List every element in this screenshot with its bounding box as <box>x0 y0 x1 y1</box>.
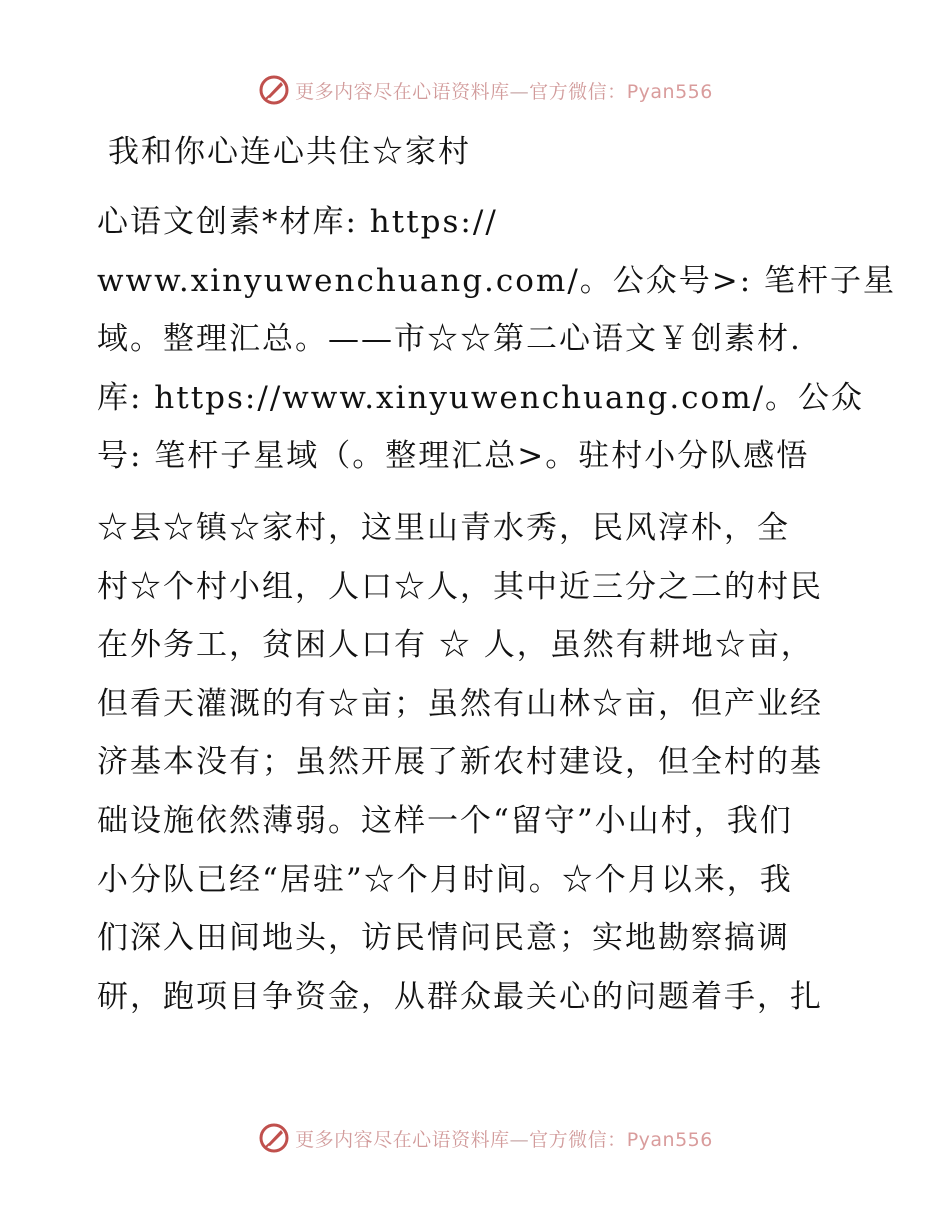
watermark-wechat-label: 官方微信： <box>529 1128 627 1151</box>
watermark-text <box>295 77 713 104</box>
header-watermark <box>0 70 950 110</box>
body-line: ☆县☆镇☆家村，这里山青水秀，民风淳朴，全 <box>97 510 790 546</box>
intro-paragraph <box>97 193 897 486</box>
intro-line: 域。整理汇总。——市☆☆第二心语文￥创素材. <box>97 321 802 358</box>
watermark-group <box>257 1121 713 1155</box>
watermark-site-name: 更多内容尽在心语资料库 <box>295 1128 510 1151</box>
watermark-dash: — <box>509 1128 530 1151</box>
body-line: 但看天灌溉的有☆亩；虽然有山林☆亩，但产业经 <box>97 685 823 722</box>
watermark-wechat-id: Pyan556 <box>626 1128 713 1151</box>
quill-logo-icon <box>257 1121 291 1155</box>
watermark-dash: — <box>509 80 530 103</box>
watermark-wechat-label: 官方微信： <box>529 80 627 103</box>
body-paragraph <box>97 499 857 1026</box>
watermark-site-name: 更多内容尽在心语资料库 <box>295 80 510 103</box>
intro-line: www.xinyuwenchuang.com/。公众号>: 笔杆子星 <box>97 262 897 299</box>
intro-line: 库: https://www.xinyuwenchuang.com/。公众 <box>97 379 865 416</box>
body-line: 小分队已经“居驻”☆个月时间。☆个月以来，我 <box>97 861 793 898</box>
intro-line: 号: 笔杆子星域（。整理汇总>。驻村小分队感悟 <box>97 438 810 475</box>
watermark-group <box>257 73 713 107</box>
body-line: 研，跑项目争资金，从群众最关心的问题着手，扎 <box>97 978 823 1015</box>
body-line: 在外务工，贫困人口有 ☆ 人，虽然有耕地☆亩， <box>97 627 814 664</box>
document-title: 我和你心连心共住☆家村 <box>108 134 471 170</box>
intro-line: 心语文创素*材库: https:// <box>97 204 498 240</box>
watermark-text <box>295 1125 713 1152</box>
body-line: 们深入田间地头，访民情问民意；实地勘察搞调 <box>97 920 790 957</box>
footer-watermark <box>0 1118 950 1158</box>
body-line: 济基本没有；虽然开展了新农村建设，但全村的基 <box>97 744 823 781</box>
body-line: 村☆个村小组，人口☆人，其中近三分之二的村民 <box>97 568 823 605</box>
watermark-wechat-id: Pyan556 <box>626 80 713 103</box>
quill-logo-icon <box>257 73 291 107</box>
body-line: 础设施依然薄弱。这样一个“留守”小山村，我们 <box>97 802 793 839</box>
